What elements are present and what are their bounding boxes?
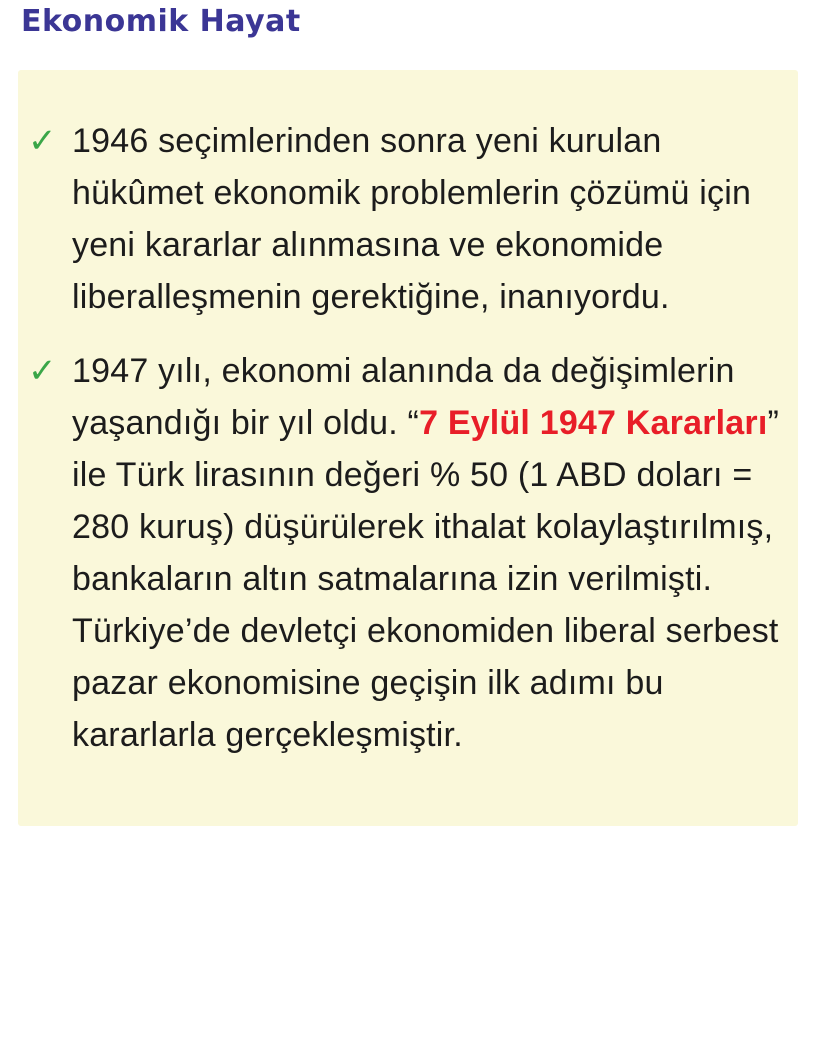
content-panel — [18, 70, 798, 826]
check-icon: ✓ — [28, 352, 57, 390]
highlight-text: 7 Eylül 1947 Kararları — [419, 404, 768, 442]
text-segment: ” ile Türk lirasının değeri % 50 (1 ABD doları = 280 kuruş) düşürülerek ithalat kolaylaştırılmış, bankaların altın satmalarına izin verilmişti. Türkiye’de devletçi ekonomiden liberal serbest pazar ekonomisine geçişin ilk adımı bu kararlarla gerçekleşmiştir. — [72, 404, 779, 754]
bullet-list — [28, 115, 792, 761]
bullet-text — [72, 345, 792, 761]
bullet-text — [72, 115, 792, 323]
text-segment: 1946 seçimlerinden sonra yeni kurulan hükûmet ekonomik problemlerin çözümü için yeni kararlar alınmasına ve ekonomide liberalleşmenin gerektiğine, inanıyordu. — [72, 122, 752, 316]
list-item — [28, 115, 792, 323]
page-title: Ekonomik Hayat — [21, 4, 301, 39]
list-item — [28, 345, 792, 761]
text-segment: 1947 yılı, ekonomi alanında da değişimlerin yaşandığı bir yıl oldu. “ — [72, 352, 735, 442]
check-icon: ✓ — [28, 122, 57, 160]
